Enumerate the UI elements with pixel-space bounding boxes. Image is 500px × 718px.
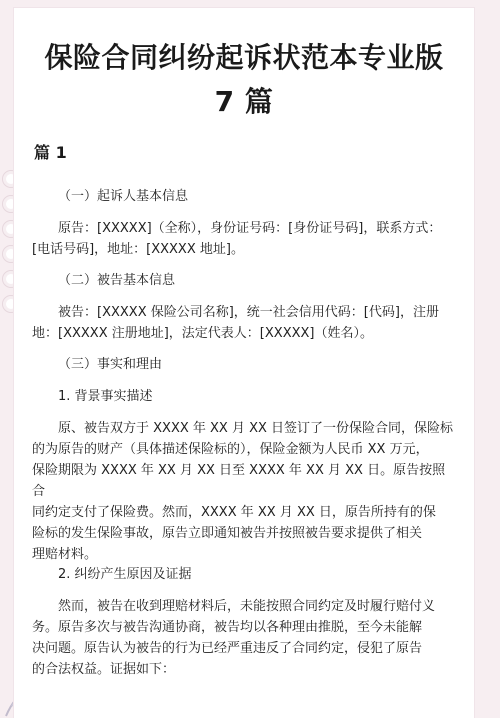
paragraph-text: （三）事实和理由 (58, 357, 163, 372)
title-line-1: 保险合同纠纷起诉状范本专业版 (44, 41, 444, 74)
paragraph-line: [电话号码]，地址：[XXXXX 地址]。 (32, 242, 244, 257)
paragraph-line: 同约定支付了保险费。然而，XXXX 年 XX 月 XX 日，原告所持有的保 (32, 505, 436, 520)
paragraph-line: 险标的发生保险事故，原告立即通知被告并按照被告要求提供了相关 (32, 526, 423, 541)
section-label: 篇 1 (34, 143, 67, 162)
paragraph-plaintiff-heading (32, 186, 456, 207)
paragraph-line: 然而，被告在收到理赔材料后，未能按照合同约定及时履行赔付义 (58, 599, 436, 614)
paragraph-line: 地：[XXXXX 注册地址]，法定代表人：[XXXXX]（姓名）。 (32, 326, 373, 341)
document-paper (14, 8, 474, 718)
paragraph-line: 的为原告的财产（具体描述保险标的），保险金额为人民币 XX 万元， (32, 442, 429, 457)
paragraph-line: 决问题。原告认为被告的行为已经严重违反了合同约定，侵犯了原告 (32, 641, 423, 656)
paragraph-plaintiff-info (32, 218, 456, 260)
paragraph-text: （一）起诉人基本信息 (58, 189, 189, 204)
paragraph-defendant-info (32, 302, 456, 344)
paragraph-line: 原、被告双方于 XXXX 年 XX 月 XX 日签订了一份保险合同，保险标 (58, 421, 454, 436)
paragraph-defendant-heading (32, 270, 456, 291)
paragraph-text: 1. 背景事实描述 (58, 389, 153, 404)
paragraph-line: 原告：[XXXXX]（全称），身份证号码：[身份证号码]，联系方式： (58, 221, 442, 236)
paragraph-text: 2. 纠纷产生原因及证据 (58, 567, 192, 582)
title-line-2: 7 篇 (214, 85, 274, 118)
paragraph-line: 的合法权益。证据如下： (32, 662, 176, 677)
paragraph-dispute-heading (32, 564, 456, 585)
document-title (14, 36, 474, 124)
paragraph-line: 保险期限为 XXXX 年 XX 月 XX 日至 XXXX 年 XX 月 XX 日。原告按照合 (32, 463, 446, 499)
paragraph-facts-heading (32, 354, 456, 375)
paragraph-line: 务。原告多次与被告沟通协商，被告均以各种理由推脱，至今未能解 (32, 620, 423, 635)
paragraph-background-heading (32, 386, 456, 407)
paragraph-background-facts (32, 418, 456, 565)
paragraph-dispute-details (32, 596, 456, 680)
paragraph-line: 理赔材料。 (32, 547, 98, 562)
paragraph-line: 被告：[XXXXX 保险公司名称]，统一社会信用代码：[代码]，注册 (58, 305, 439, 320)
paragraph-text: （二）被告基本信息 (58, 273, 176, 288)
